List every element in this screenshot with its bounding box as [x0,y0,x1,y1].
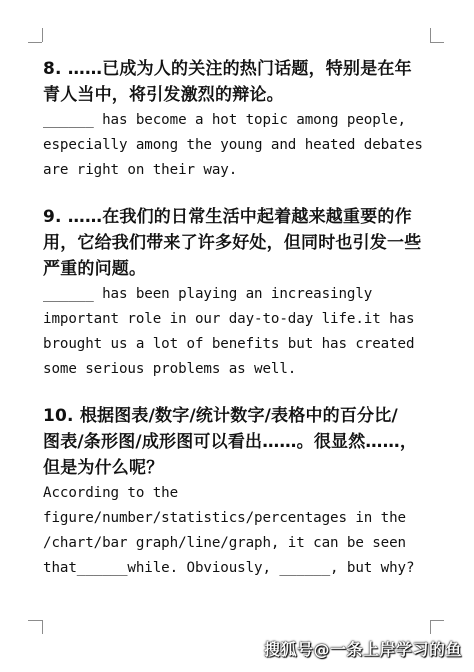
phrase-item-9 [43,204,443,382]
item-10-english [43,481,443,581]
item-8-en-line: ______ has become a hot topic among people, [43,112,406,128]
item-10-zh-line: 但是为什么呢？ [43,458,164,478]
crop-mark-bottom-left-h [28,620,42,621]
item-8-zh-line: 青人当中，将引发激烈的辩论。 [43,85,284,105]
item-9-zh-line: 严重的问题。 [43,259,147,279]
crop-mark-top-left-v [42,28,43,42]
item-10-en-line: figure/number/statistics/percentages in the [43,510,406,526]
crop-mark-bottom-right-v [430,620,431,634]
crop-mark-top-right-h [430,42,444,43]
item-10-en-line: /chart/bar graph/line/graph, it can be seen [43,535,406,551]
item-9-zh-line: 用，它给我们带来了许多好处，但同时也引发一些 [43,233,422,253]
watermark: 搜狐号@一条上岸学习的鱼 [263,640,462,659]
crop-mark-bottom-right-h [430,620,444,621]
item-10-en-line: that______while. Obviously, ______, but why? [43,560,415,576]
item-8-zh-line: 8. ……已成为人的关注的热门话题，特别是在年 [43,59,412,79]
item-8-chinese [43,56,443,108]
item-9-en-line: ______ has been playing an increasingly [43,286,373,302]
item-10-en-line: According to the [43,485,179,501]
item-8-en-line: are right on their way. [43,162,238,178]
item-8-english [43,108,443,183]
item-9-zh-line: 9. ……在我们的日常生活中起着越来越重要的作 [43,207,412,227]
item-10-zh-line: 图表/条形图/成形图可以看出……。很显然……， [43,432,418,452]
item-8-en-line: especially among the young and heated debates [43,137,423,153]
crop-mark-top-left-h [28,42,42,43]
item-9-en-line: brought us a lot of benefits but has created [43,336,415,352]
item-9-en-line: important role in our day-to-day life.it has [43,311,415,327]
item-9-chinese [43,204,443,282]
item-9-en-line: some serious problems as well. [43,361,297,377]
phrase-item-10 [43,403,443,581]
crop-mark-top-right-v [430,28,431,42]
item-10-zh-line: 10. 根据图表/数字/统计数字/表格中的百分比/ [43,406,398,426]
item-10-chinese [43,403,443,481]
phrase-item-8 [43,56,443,183]
crop-mark-bottom-left-v [42,620,43,634]
item-9-english [43,282,443,382]
